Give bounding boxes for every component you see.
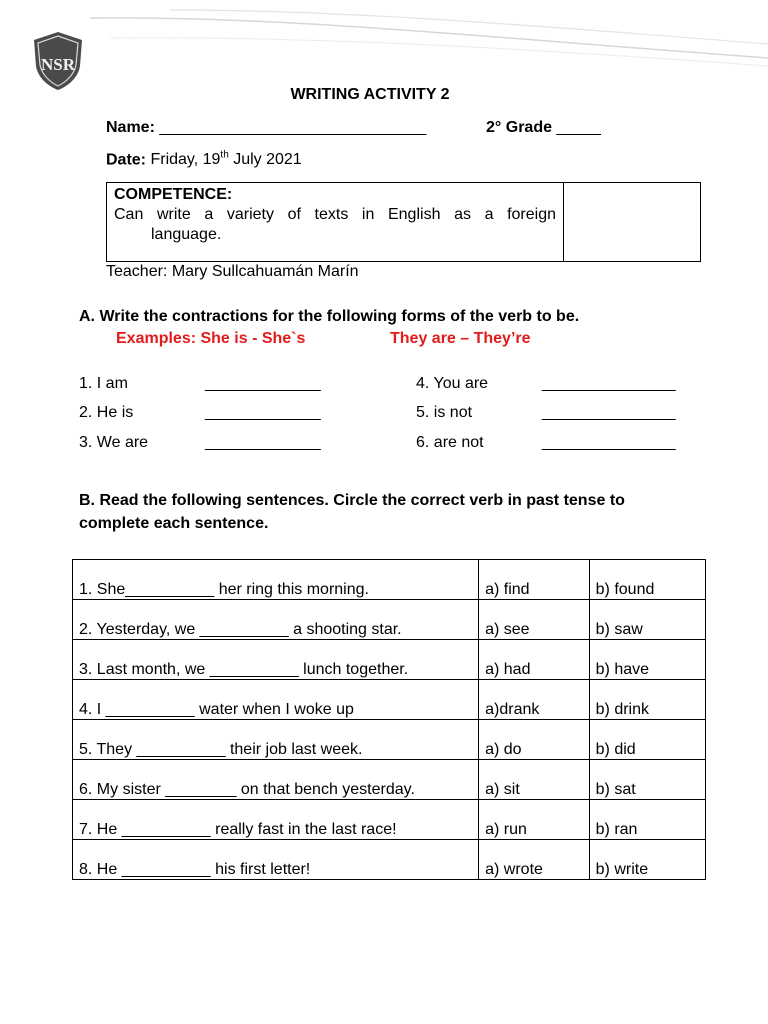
- date-superscript: th: [220, 150, 229, 161]
- contraction-item-3: 3. We are: [79, 434, 149, 451]
- competence-content: [114, 185, 556, 245]
- competence-side-cell: [563, 182, 701, 262]
- contraction-blank-2: _____________: [205, 404, 321, 421]
- date-value: Friday, 19th July 2021: [150, 150, 302, 169]
- table-row: [73, 800, 706, 840]
- option-a-cell[interactable]: a) wrote: [479, 840, 590, 880]
- option-a-cell[interactable]: a) find: [479, 560, 590, 600]
- school-shield-logo: [30, 30, 86, 92]
- grade-label: 2° Grade: [486, 119, 552, 136]
- section-b-instruction-line-1: B. Read the following sentences. Circle the correct verb in past tense to: [79, 492, 625, 509]
- option-a-cell[interactable]: a)drank: [479, 680, 590, 720]
- option-a-cell[interactable]: a) see: [479, 600, 590, 640]
- date-row: [106, 150, 302, 169]
- name-label: Name:: [106, 119, 155, 136]
- option-b-cell[interactable]: b) saw: [589, 600, 705, 640]
- contraction-item-4: 4. You are: [416, 375, 489, 392]
- contraction-blank-3: _____________: [205, 434, 321, 451]
- table-row: [73, 760, 706, 800]
- section-a-example-1: Examples: She is - She`s: [116, 330, 306, 347]
- option-b-cell[interactable]: b) have: [589, 640, 705, 680]
- sentence-cell: 6. My sister ________ on that bench yesterday.: [73, 760, 479, 800]
- header-swoosh-decoration: [90, 8, 768, 68]
- grade-row: [486, 119, 601, 137]
- section-a-example-2: They are – They’re: [390, 330, 531, 347]
- contraction-blank-5: _______________: [542, 404, 676, 421]
- option-b-cell[interactable]: b) did: [589, 720, 705, 760]
- competence-line-1: Can write a variety of texts in English as a foreign: [114, 206, 556, 223]
- contraction-blank-4: _______________: [542, 375, 676, 392]
- table-row: [73, 680, 706, 720]
- table-row: [73, 600, 706, 640]
- competence-label: COMPETENCE:: [114, 186, 233, 203]
- grade-blank: _____: [556, 119, 601, 136]
- date-label: Date:: [106, 151, 147, 169]
- sentence-cell: 5. They __________ their job last week.: [73, 720, 479, 760]
- option-b-cell[interactable]: b) found: [589, 560, 705, 600]
- teacher-line: Teacher: Mary Sullcahuamán Marín: [106, 263, 359, 280]
- contraction-item-5: 5. is not: [416, 404, 473, 421]
- contraction-blank-6: _______________: [542, 434, 676, 451]
- option-a-cell[interactable]: a) do: [479, 720, 590, 760]
- sentence-cell: 4. I __________ water when I woke up: [73, 680, 479, 720]
- name-row: [106, 119, 426, 137]
- contraction-item-1: 1. I am: [79, 375, 128, 392]
- sentence-cell: 2. Yesterday, we __________ a shooting star.: [73, 600, 479, 640]
- sentence-cell: 3. Last month, we __________ lunch together.: [73, 640, 479, 680]
- competence-box: [106, 182, 563, 262]
- past-tense-table: [72, 559, 706, 880]
- table-row: [73, 840, 706, 880]
- option-a-cell[interactable]: a) had: [479, 640, 590, 680]
- name-blank: ______________________________: [159, 119, 427, 136]
- table-row: [73, 560, 706, 600]
- option-b-cell[interactable]: b) drink: [589, 680, 705, 720]
- table-row: [73, 720, 706, 760]
- sentence-cell: 1. She__________ her ring this morning.: [73, 560, 479, 600]
- contraction-item-6: 6. are not: [416, 434, 484, 451]
- competence-line-2: language.: [151, 226, 222, 243]
- worksheet-title: WRITING ACTIVITY 2: [290, 86, 450, 103]
- sentence-cell: 8. He __________ his first letter!: [73, 840, 479, 880]
- table-row: [73, 640, 706, 680]
- option-a-cell[interactable]: a) run: [479, 800, 590, 840]
- section-a-instruction: A. Write the contractions for the following forms of the verb to be.: [79, 308, 580, 325]
- option-a-cell[interactable]: a) sit: [479, 760, 590, 800]
- contraction-blank-1: _____________: [205, 375, 321, 392]
- sentence-cell: 7. He __________ really fast in the last race!: [73, 800, 479, 840]
- option-b-cell[interactable]: b) write: [589, 840, 705, 880]
- logo-initials: NSR: [40, 55, 76, 74]
- option-b-cell[interactable]: b) ran: [589, 800, 705, 840]
- contraction-item-2: 2. He is: [79, 404, 134, 421]
- option-b-cell[interactable]: b) sat: [589, 760, 705, 800]
- section-b-instruction-line-2: complete each sentence.: [79, 515, 269, 532]
